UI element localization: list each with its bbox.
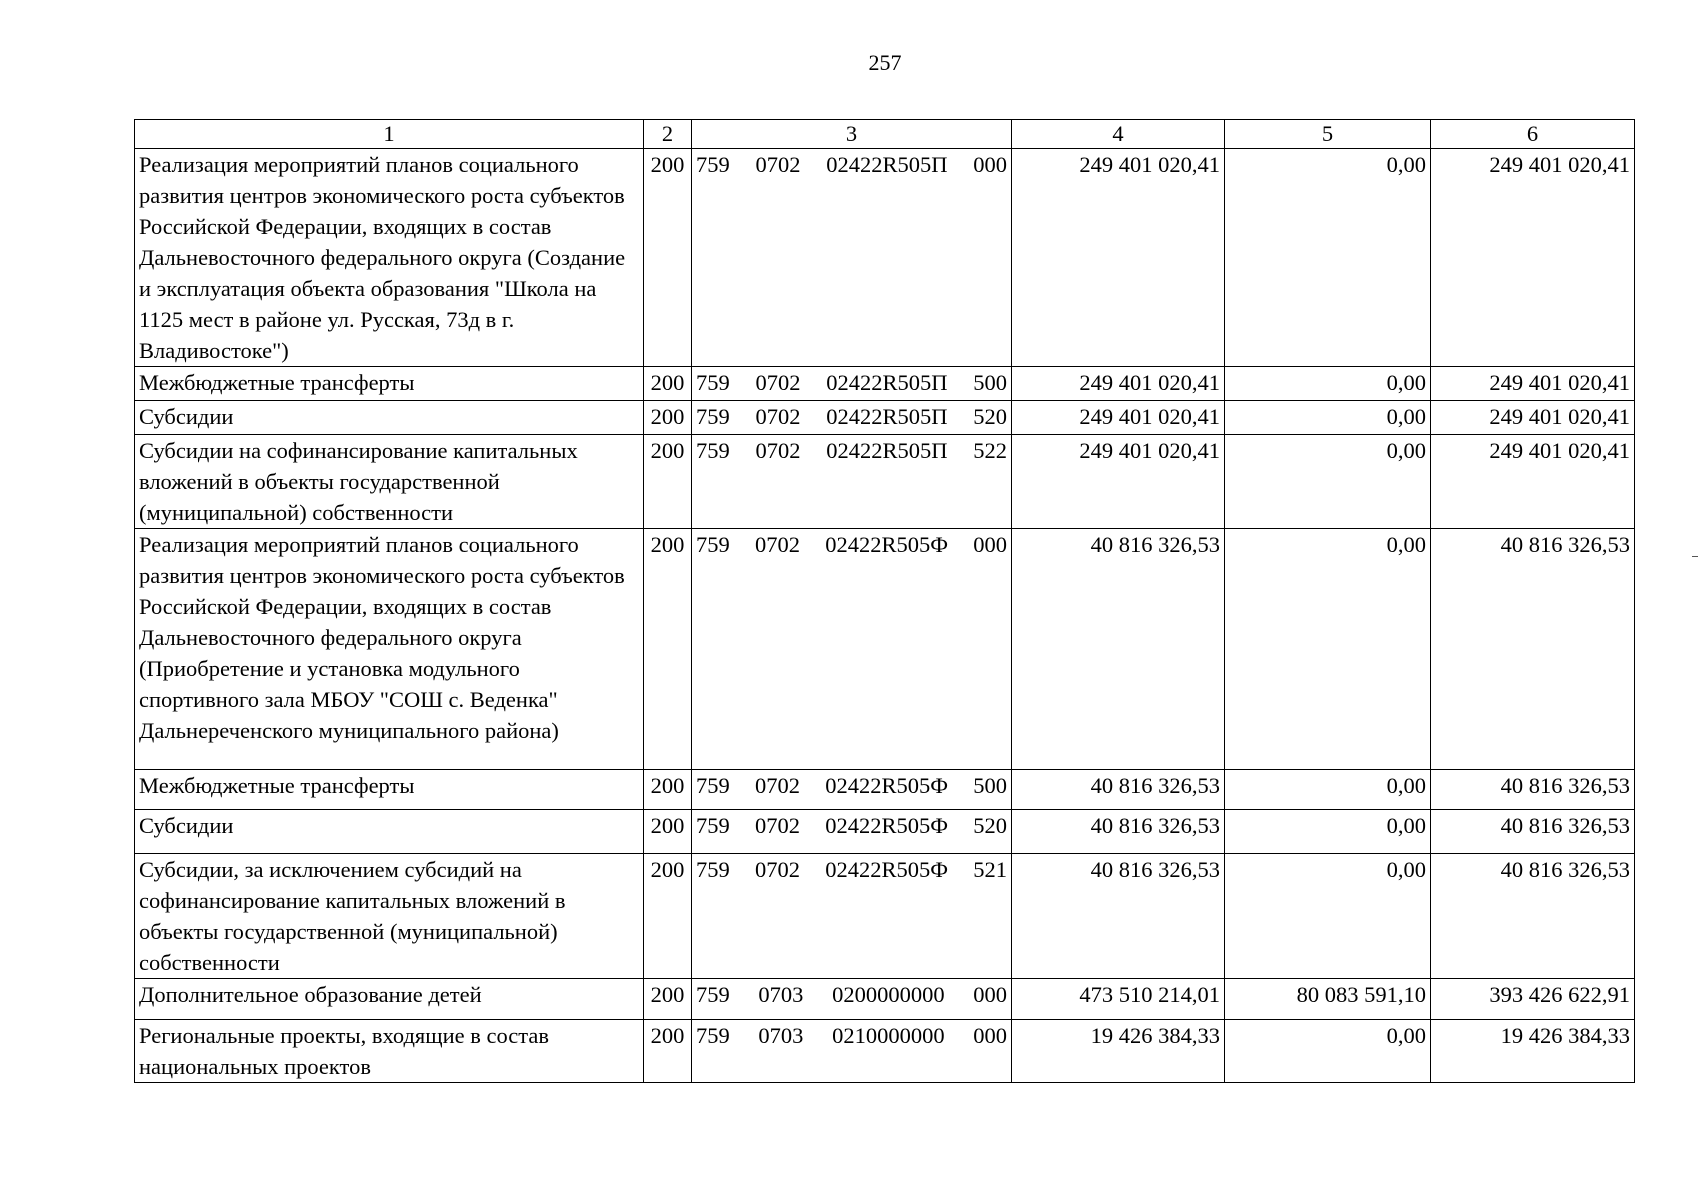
code-section: 0702 xyxy=(754,813,800,838)
code-target: 0210000000 xyxy=(832,1023,945,1048)
code-ministry: 759 xyxy=(696,152,730,177)
code-target: 02422R505П xyxy=(826,438,948,463)
code-section: 0702 xyxy=(754,773,800,798)
row-name: Субсидии, за исключением субсидий на софинансирование капитальных вложений в объекты государственной (муниципальной) собственности xyxy=(135,854,644,979)
row-col4: 40 816 326,53 xyxy=(1012,854,1225,979)
row-col4: 40 816 326,53 xyxy=(1012,529,1225,770)
row-col6: 249 401 020,41 xyxy=(1431,401,1635,435)
table-row xyxy=(135,367,1635,401)
row-name: Региональные проекты, входящие в состав национальных проектов xyxy=(135,1020,644,1083)
code-section: 0702 xyxy=(755,404,801,429)
code-ministry: 759 xyxy=(696,813,730,838)
row-name: Межбюджетные трансферты xyxy=(135,770,644,810)
row-col6: 19 426 384,33 xyxy=(1431,1020,1635,1083)
row-col6: 393 426 622,91 xyxy=(1431,979,1635,1020)
table-row xyxy=(135,854,1635,979)
row-code xyxy=(692,529,1012,770)
code-target: 02422R505Ф xyxy=(825,532,949,557)
row-name: Реализация мероприятий планов социального развития центров экономического роста субъектов Российской Федерации, входящих в состав Дальневосточного федерального округа (Приобретение и установка модульного спортивного зала МБОУ "СОШ с. Веденка" Дальнереченского муниципального района) xyxy=(135,529,644,770)
code-ministry: 759 xyxy=(696,370,730,395)
row-col5: 0,00 xyxy=(1225,529,1431,770)
row-name: Дополнительное образование детей xyxy=(135,979,644,1020)
row-col5: 80 083 591,10 xyxy=(1225,979,1431,1020)
row-col6: 249 401 020,41 xyxy=(1431,149,1635,367)
row-col5: 0,00 xyxy=(1225,1020,1431,1083)
row-col4: 249 401 020,41 xyxy=(1012,435,1225,529)
code-target: 02422R505Ф xyxy=(825,773,949,798)
row-grbs: 200 xyxy=(644,770,692,810)
row-grbs: 200 xyxy=(644,435,692,529)
row-col4: 249 401 020,41 xyxy=(1012,401,1225,435)
row-code xyxy=(692,149,1012,367)
row-grbs: 200 xyxy=(644,529,692,770)
code-expense-type: 520 xyxy=(973,813,1007,838)
table-row xyxy=(135,770,1635,810)
code-ministry: 759 xyxy=(696,1023,730,1048)
code-expense-type: 000 xyxy=(973,1023,1007,1048)
row-col5: 0,00 xyxy=(1225,367,1431,401)
row-col4: 19 426 384,33 xyxy=(1012,1020,1225,1083)
row-code xyxy=(692,367,1012,401)
row-col6: 40 816 326,53 xyxy=(1431,854,1635,979)
row-grbs: 200 xyxy=(644,854,692,979)
row-grbs: 200 xyxy=(644,979,692,1020)
row-col4: 249 401 020,41 xyxy=(1012,149,1225,367)
row-col4: 40 816 326,53 xyxy=(1012,810,1225,854)
code-target: 02422R505Ф xyxy=(825,813,949,838)
page-number: 257 xyxy=(868,50,902,75)
table-row xyxy=(135,529,1635,770)
code-section: 0702 xyxy=(755,370,801,395)
header-col-1: 1 xyxy=(135,120,644,149)
row-code xyxy=(692,770,1012,810)
code-ministry: 759 xyxy=(696,404,730,429)
code-section: 0702 xyxy=(755,438,801,463)
code-ministry: 759 xyxy=(696,982,730,1007)
code-section: 0703 xyxy=(758,982,804,1007)
header-col-4: 4 xyxy=(1012,120,1225,149)
code-ministry: 759 xyxy=(696,857,730,882)
code-target: 0200000000 xyxy=(832,982,945,1007)
row-name: Реализация мероприятий планов социального развития центров экономического роста субъектов Российской Федерации, входящих в состав Дальневосточного федерального округа (Создание и эксплуатация объекта образования "Школа на 1125 мест в районе ул. Русская, 73д в г. Владивостоке") xyxy=(135,149,644,367)
header-col-5: 5 xyxy=(1225,120,1431,149)
row-grbs: 200 xyxy=(644,810,692,854)
row-grbs: 200 xyxy=(644,367,692,401)
table-row xyxy=(135,435,1635,529)
code-section: 0702 xyxy=(754,857,800,882)
row-col6: 40 816 326,53 xyxy=(1431,770,1635,810)
header-col-2: 2 xyxy=(644,120,692,149)
budget-table xyxy=(134,119,1635,1083)
row-name: Субсидии на софинансирование капитальных вложений в объекты государственной (муниципальной) собственности xyxy=(135,435,644,529)
row-grbs: 200 xyxy=(644,149,692,367)
header-row xyxy=(135,120,1635,149)
row-code xyxy=(692,401,1012,435)
row-col5: 0,00 xyxy=(1225,770,1431,810)
code-target: 02422R505П xyxy=(826,370,948,395)
table-row xyxy=(135,149,1635,367)
row-col6: 249 401 020,41 xyxy=(1431,367,1635,401)
code-expense-type: 000 xyxy=(973,152,1007,177)
row-col4: 249 401 020,41 xyxy=(1012,367,1225,401)
scan-edge-mark xyxy=(1692,556,1698,557)
row-grbs: 200 xyxy=(644,401,692,435)
row-col5: 0,00 xyxy=(1225,854,1431,979)
code-ministry: 759 xyxy=(696,438,730,463)
code-ministry: 759 xyxy=(696,532,730,557)
code-expense-type: 522 xyxy=(973,438,1007,463)
code-target: 02422R505П xyxy=(826,152,948,177)
code-expense-type: 000 xyxy=(973,982,1007,1007)
row-col5: 0,00 xyxy=(1225,149,1431,367)
header-col-3: 3 xyxy=(692,120,1012,149)
row-code xyxy=(692,435,1012,529)
row-code xyxy=(692,979,1012,1020)
code-section: 0702 xyxy=(755,152,801,177)
row-code xyxy=(692,1020,1012,1083)
row-code xyxy=(692,854,1012,979)
row-col6: 40 816 326,53 xyxy=(1431,810,1635,854)
code-expense-type: 521 xyxy=(973,857,1007,882)
header-col-6: 6 xyxy=(1431,120,1635,149)
row-col5: 0,00 xyxy=(1225,435,1431,529)
table-row xyxy=(135,401,1635,435)
code-expense-type: 500 xyxy=(973,370,1007,395)
row-name: Субсидии xyxy=(135,401,644,435)
code-expense-type: 500 xyxy=(973,773,1007,798)
table-row xyxy=(135,979,1635,1020)
row-col6: 40 816 326,53 xyxy=(1431,529,1635,770)
table-row xyxy=(135,810,1635,854)
code-target: 02422R505Ф xyxy=(825,857,949,882)
code-ministry: 759 xyxy=(696,773,730,798)
row-col6: 249 401 020,41 xyxy=(1431,435,1635,529)
row-col5: 0,00 xyxy=(1225,810,1431,854)
row-col5: 0,00 xyxy=(1225,401,1431,435)
row-code xyxy=(692,810,1012,854)
code-expense-type: 000 xyxy=(973,532,1007,557)
code-section: 0703 xyxy=(758,1023,804,1048)
row-grbs: 200 xyxy=(644,1020,692,1083)
row-name: Субсидии xyxy=(135,810,644,854)
table-row xyxy=(135,1020,1635,1083)
code-section: 0702 xyxy=(754,532,800,557)
code-target: 02422R505П xyxy=(826,404,948,429)
row-col4: 40 816 326,53 xyxy=(1012,770,1225,810)
row-name: Межбюджетные трансферты xyxy=(135,367,644,401)
row-col4: 473 510 214,01 xyxy=(1012,979,1225,1020)
code-expense-type: 520 xyxy=(973,404,1007,429)
